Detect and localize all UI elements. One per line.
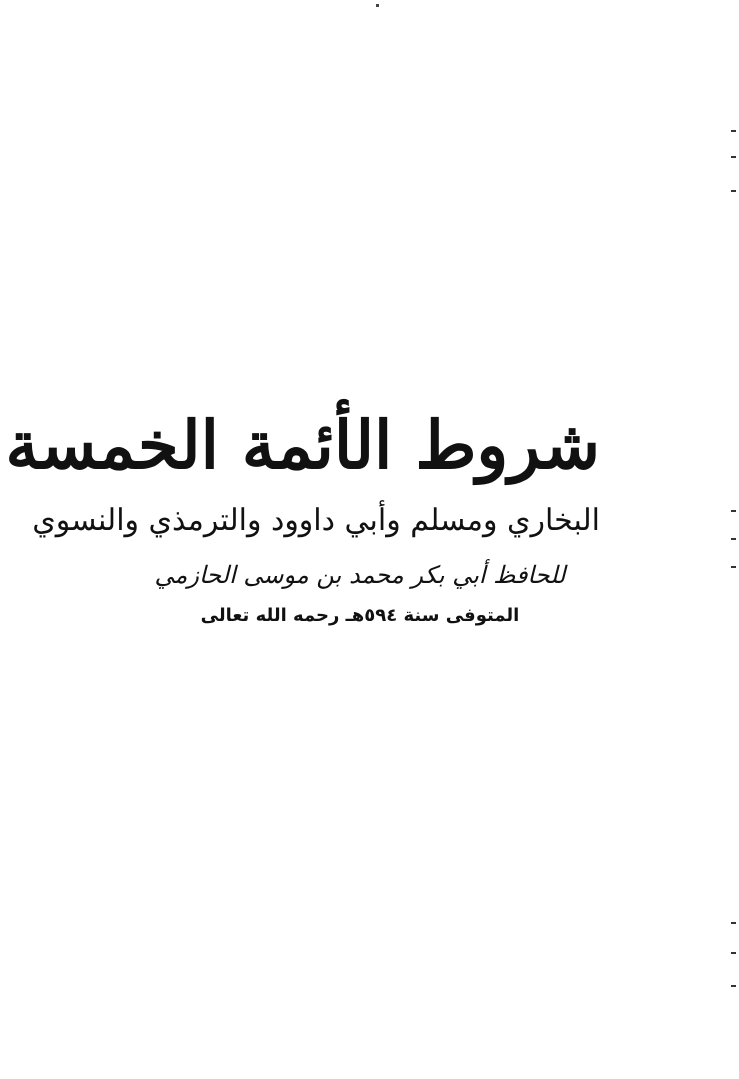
scan-edge-mark <box>731 190 736 192</box>
scan-edge-mark <box>731 130 736 132</box>
scan-edge-mark <box>731 156 736 158</box>
author-death-line: المتوفى سنة ٥٩٤هـ رحمه الله تعالى <box>200 605 520 626</box>
title-block <box>5 395 600 631</box>
scan-edge-mark <box>731 952 736 954</box>
scan-edge-mark <box>731 510 736 512</box>
scan-edge-mark <box>731 566 736 568</box>
scan-speck <box>376 4 379 7</box>
scan-edge-mark <box>731 922 736 924</box>
author-line: للحافظ أبي بكر محمد بن موسى الحازمي <box>154 561 566 589</box>
scan-edge-mark <box>731 538 736 540</box>
book-subtitle: البخاري ومسلم وأبي داوود والترمذي والنسوي <box>32 503 600 538</box>
book-title: شروط الأئمة الخمسة <box>5 406 600 484</box>
scan-edge-mark <box>731 985 736 987</box>
